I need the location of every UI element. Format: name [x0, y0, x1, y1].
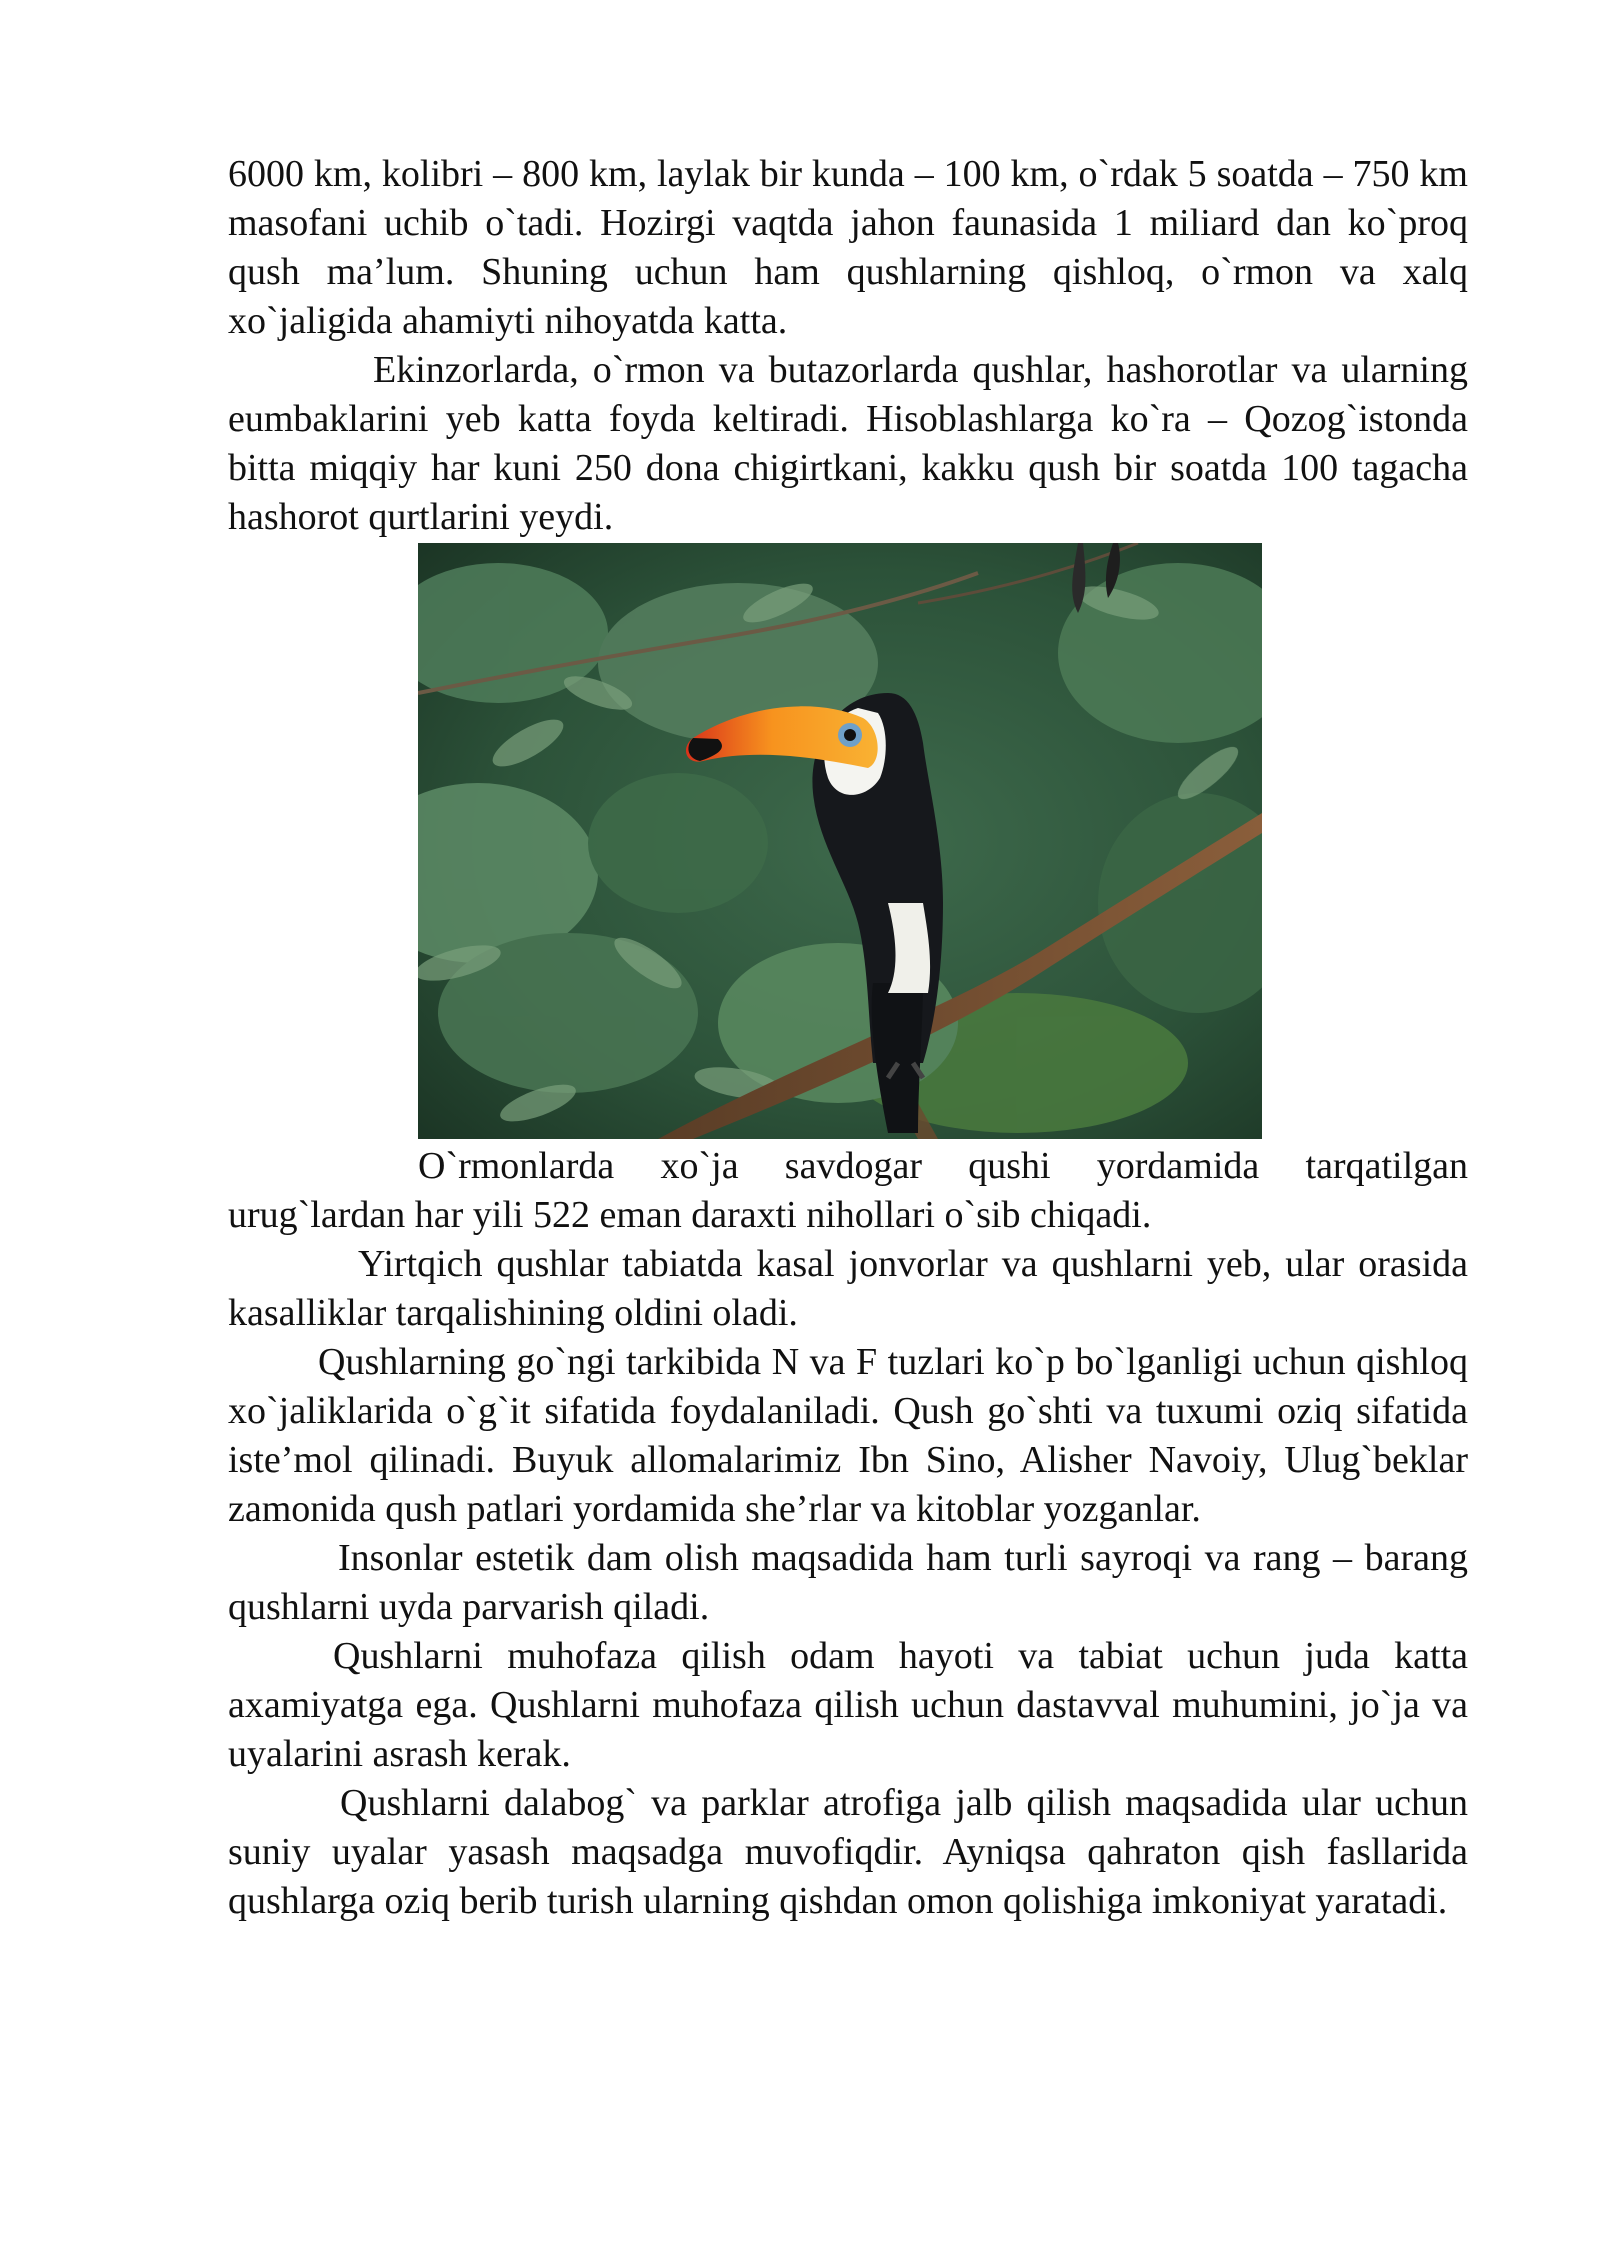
paragraph-acorn-dispersal: O`rmonlarda xo`ja savdogar qushi yordamida tarqatilgan urug`lardan har yili 522 eman daraxti nihollari o`sib chiqadi. [228, 1145, 1468, 1236]
toucan-photo [418, 543, 1262, 1139]
toucan-photo-icon [418, 543, 1262, 1139]
paragraph-protection: Qushlarni muhofaza qilish odam hayoti va tabiat uchun juda katta axamiyatga ega. Qushlarni muhofaza qilish uchun dastavval muhumini, jo`ja va uyalarini asrash kerak. [228, 1635, 1468, 1775]
text-block-bottom [228, 1142, 1468, 1926]
paragraph-fertilizer: Qushlarning go`ngi tarkibida N va F tuzlari ko`p bo`lganligi uchun qishloq xo`jaliklarida o`g`it sifatida foydalaniladi. Qush go`shti va tuxumi oziq sifatida iste’mol qilinadi. Buyuk allomalarimiz Ibn Sino, Alisher Navoiy, Ulug`beklar zamonida qush patlari yordamida she’rlar va kitoblar yozganlar. [228, 1341, 1468, 1530]
paragraph-predatory-birds: Yirtqich qushlar tabiatda kasal jonvorlar va qushlarni yeb, ular orasida kasalliklar tarqalishining oldini oladi. [228, 1243, 1468, 1334]
paragraph-artificial-nests: Qushlarni dalabog` va parklar atrofiga jalb qilish maqsadida ular uchun suniy uyalar yasash maqsadga muvofiqdir. Ayniqsa qahraton qish fasllarida qushlarga oziq berib turish ularning qishdan omon qolishiga imkoniyat yaratadi. [228, 1782, 1468, 1922]
paragraph-aesthetic: Insonlar estetik dam olish maqsadida ham turli sayroqi va rang – barang qushlarni uyda parvarish qiladi. [228, 1537, 1468, 1628]
paragraph-pest-control: Ekinzorlarda, o`rmon va butazorlarda qushlar, hashorotlar va ularning eumbaklarini yeb katta foyda keltiradi. Hisoblashlarga ko`ra – Qozog`istonda bitta miqqiy har kuni 250 dona chigirtkani, kakku qush bir soatda 100 tagacha hashorot qurtlarini yeydi. [228, 349, 1468, 538]
text-block-top [228, 150, 1468, 542]
paragraph-bird-speeds: 6000 km, kolibri – 800 km, laylak bir kunda – 100 km, o`rdak 5 soatda – 750 km masofani uchib o`tadi. Hozirgi vaqtda jahon faunasida 1 miliard dan ko`proq qush ma’lum. Shuning uchun ham qushlarning qishloq, o`rmon va xalq xo`jaligida ahamiyti nihoyatda katta. [228, 153, 1468, 342]
